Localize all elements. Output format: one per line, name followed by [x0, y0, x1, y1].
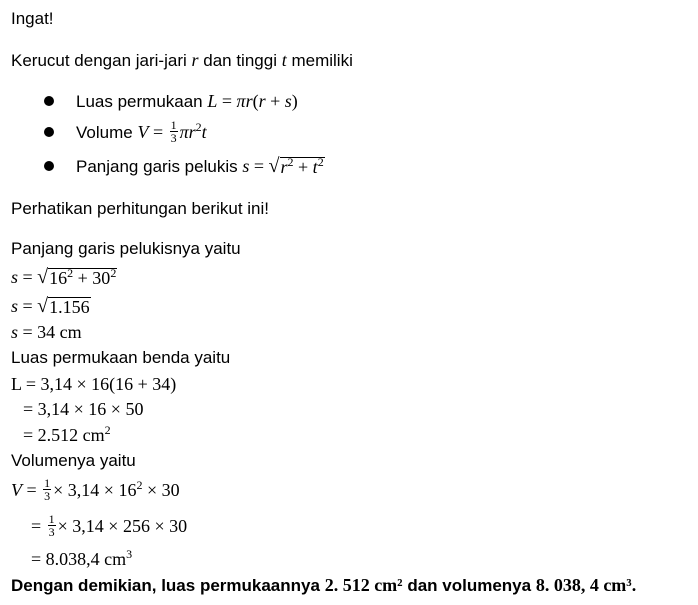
conclusion: Dengan demikian, luas permukaannya 2. 512 cm² dan volumenya 8. 038, 4 cm³.	[11, 575, 637, 595]
bullet-volume: Volume V = $\frac{1}{3}$ $\pi r^2t$	[76, 118, 207, 146]
bullet-dot-icon	[44, 127, 54, 137]
slant-step-2: s = √ 1.156	[11, 295, 90, 317]
heading: Ingat!	[11, 9, 54, 28]
slant-step-1: s = √ $16^2 + 30^2$	[11, 266, 117, 288]
bullet-dot-icon	[44, 96, 54, 106]
cone-statement: Kerucut dengan jari-jari r dan tinggi t memiliki	[11, 50, 353, 70]
volume-step-1: V = $\frac{1}{3}$ × $3,14 \times 16^2 \times 30$	[11, 476, 180, 504]
bullet-surface-area: Luas permukaan L = πr(r + s)	[76, 91, 298, 111]
area-step-2: = 3,14 × 16 × 50	[23, 399, 144, 419]
volume-result: = 8.038,4 $cm^3$	[31, 547, 133, 569]
slant-title: Panjang garis pelukisnya yaitu	[11, 239, 241, 258]
area-title: Luas permukaan benda yaitu	[11, 348, 231, 367]
volume-title: Volumenya yaitu	[11, 451, 136, 470]
area-result: = 2.512 $cm^2$	[23, 423, 111, 445]
slant-result: s = 34 cm	[11, 322, 82, 342]
area-step-1: L = 3,14 × 16(16 + 34)	[11, 374, 177, 394]
bullet-slant-height: Panjang garis pelukis s = √ $r^2 + t^2$	[76, 155, 324, 177]
volume-step-2: = $\frac{1}{3}$ × 3,14 × 256 × 30	[31, 512, 188, 540]
bullet-dot-icon	[44, 161, 54, 171]
calc-intro: Perhatikan perhitungan berikut ini!	[11, 199, 269, 218]
